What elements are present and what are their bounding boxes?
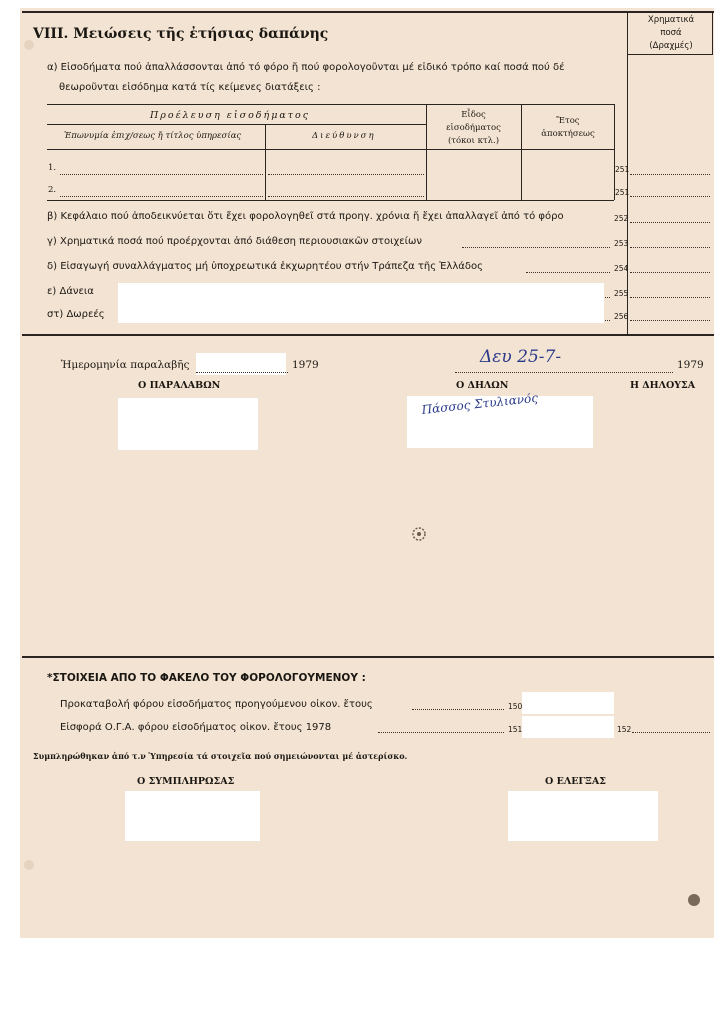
table-vline-2 (426, 104, 427, 200)
section-divider-1 (22, 334, 714, 336)
declarant-label: Ο ΔΗΛΩΝ (456, 380, 509, 391)
col-year-1: Ἔτος (556, 116, 580, 126)
table-vline-3 (521, 104, 522, 200)
item-st-code: 256 (614, 312, 629, 321)
filler-label: Ο ΣΥΜΠΛΗΡΩΣΑΣ (137, 776, 235, 787)
section-divider-2 (22, 656, 714, 658)
checker-label: Ο ΕΛΕΓΞΑΣ (545, 776, 606, 787)
redaction-e (118, 283, 604, 323)
receiver-label: Ο ΠΑΡΑΛΑΒΩΝ (138, 380, 221, 391)
receipt-date-line (196, 372, 288, 373)
file-code-150: 150 (508, 702, 523, 711)
receipt-year-left: 1979 (292, 359, 319, 371)
table-bottom (47, 200, 614, 201)
file-line-1-dots (412, 709, 504, 710)
receipt-year-right: 1979 (677, 359, 704, 371)
file-code-151: 151 (508, 725, 523, 734)
amount-header-1: Χρηματικά (647, 15, 695, 25)
binding-hole-icon (24, 860, 34, 870)
item-st-amount (630, 320, 710, 321)
table-row-1-label: 1. (48, 163, 57, 173)
item-d-amount (630, 272, 710, 273)
item-e-code: 255 (614, 289, 629, 298)
checker-redaction (508, 791, 658, 841)
signature: Πάσσος Στυλιανός (421, 390, 539, 417)
declarant-f-label: Η ΔΗΛΟΥΣΑ (630, 380, 696, 391)
table-row-2-dots (60, 196, 263, 197)
table-row-2-code: 251 (615, 188, 630, 197)
corner-hole-icon (688, 894, 700, 906)
section-title: VIII. Μειώσεις τῆς ἐτήσιας δαπάνης (33, 26, 329, 42)
file-line-2-dots (378, 732, 504, 733)
table-top (47, 104, 614, 105)
file-line-2-amount (632, 732, 710, 733)
table-row-1-dots (60, 174, 263, 175)
col-address: Διεύθυνση (312, 131, 376, 141)
file-code-152: 152 (617, 725, 632, 734)
file-line-2: Εἰσφορά Ο.Γ.Α. φόρου εἰσοδήματος οἰκον. ἔτους 1978 (60, 722, 332, 733)
item-d: δ) Εἰσαγωγή συναλλάγματος μή ὑποχρεωτικά ἐκχωρητέου στήν Τράπεζα τῆς Ἑλλάδος (47, 261, 483, 272)
col-year-2: ἀποκτήσεως (541, 129, 595, 139)
item-g-dots (462, 247, 610, 248)
table-row-2-dots-b (268, 196, 424, 197)
item-e-amount (630, 297, 710, 298)
receipt-date-label: Ἡμερομηνία παραλαβῆς (61, 359, 190, 371)
item-g-amount (630, 247, 710, 248)
stamp-mark-icon (410, 525, 428, 543)
item-b-amount (630, 222, 710, 223)
col-type-3: (τόκοι κτλ.) (447, 136, 500, 146)
col-business: Ἐπωνυμία ἐπιχ/σεως ἤ τίτλος ὑπηρεσίας (64, 131, 242, 141)
amount-header-box (627, 11, 713, 55)
item-b-code: 252 (614, 214, 629, 223)
amount-header-3: (Δραχμές) (649, 41, 693, 51)
item-g: γ) Χρηματικά ποσά πού προέρχονται ἀπό διάθεση περιουσιακῶν στοιχείων (47, 236, 422, 247)
item-d-dots (526, 272, 610, 273)
filler-redaction (125, 791, 260, 841)
item-b: β) Κεφάλαιο πού ἀποδεικνύεται ὅτι ἔχει φορολογηθεῖ στά προηγ. χρόνια ἤ ἔχει ἀπαλλαγεῖ ἀπό τό φόρο (47, 211, 564, 222)
col-type-1: Εἶδος (461, 110, 486, 120)
item-d-code: 254 (614, 264, 629, 273)
item-g-code: 253 (614, 239, 629, 248)
item-a-line1: α) Εἰσοδήματα πού ἀπαλλάσσονται ἀπό τό φόρο ἤ πού φορολογοῦνται μέ εἰδικό τρόπο καί ποσά πού δέ (47, 62, 565, 73)
amount-header-2: ποσά (660, 28, 682, 38)
file-note: Συμπληρώθηκαν ἀπό τ.ν Ὑπηρεσία τά στοιχεῖα πού σημειώνονται μέ ἀστερίσκο. (33, 751, 408, 761)
item-e: ε) Δάνεια (47, 286, 94, 297)
declarant-date-line (455, 372, 673, 373)
table-vline-4 (614, 104, 615, 200)
table-row-1-amount (630, 174, 710, 175)
table-row-2-label: 2. (48, 185, 57, 195)
receiver-stamp-redaction (118, 398, 258, 450)
handwritten-date: Δευ 25-7- (480, 347, 562, 367)
table-header-bottom (47, 149, 614, 150)
origin-header: Προέλευση εἰσοδήματος (150, 110, 311, 121)
item-a-line2: θεωροῦνται εἰσόδημα κατά τίς κείμενες διατάξεις : (59, 82, 321, 93)
origin-underline (47, 124, 426, 125)
top-border (22, 11, 714, 13)
file-line-2-redaction (522, 716, 614, 738)
table-row-1-code: 251 (615, 165, 630, 174)
file-section-title: *ΣΤΟΙΧΕΙΑ ΑΠΟ ΤΟ ΦΑΚΕΛΟ ΤΟΥ ΦΟΡΟΛΟΓΟΥΜΕΝΟΥ : (47, 672, 366, 684)
table-vline-1 (265, 124, 266, 200)
binding-hole-icon (24, 40, 34, 50)
item-st: στ) Δωρεές (47, 309, 105, 320)
table-row-1-dots-b (268, 174, 424, 175)
table-row-2-amount (630, 196, 710, 197)
file-line-1-redaction (522, 692, 614, 714)
file-line-1: Προκαταβολή φόρου εἰσοδήματος προηγούμενου οἰκον. ἔτους (60, 699, 373, 710)
col-type-2: εἰσοδήματος (446, 123, 501, 133)
